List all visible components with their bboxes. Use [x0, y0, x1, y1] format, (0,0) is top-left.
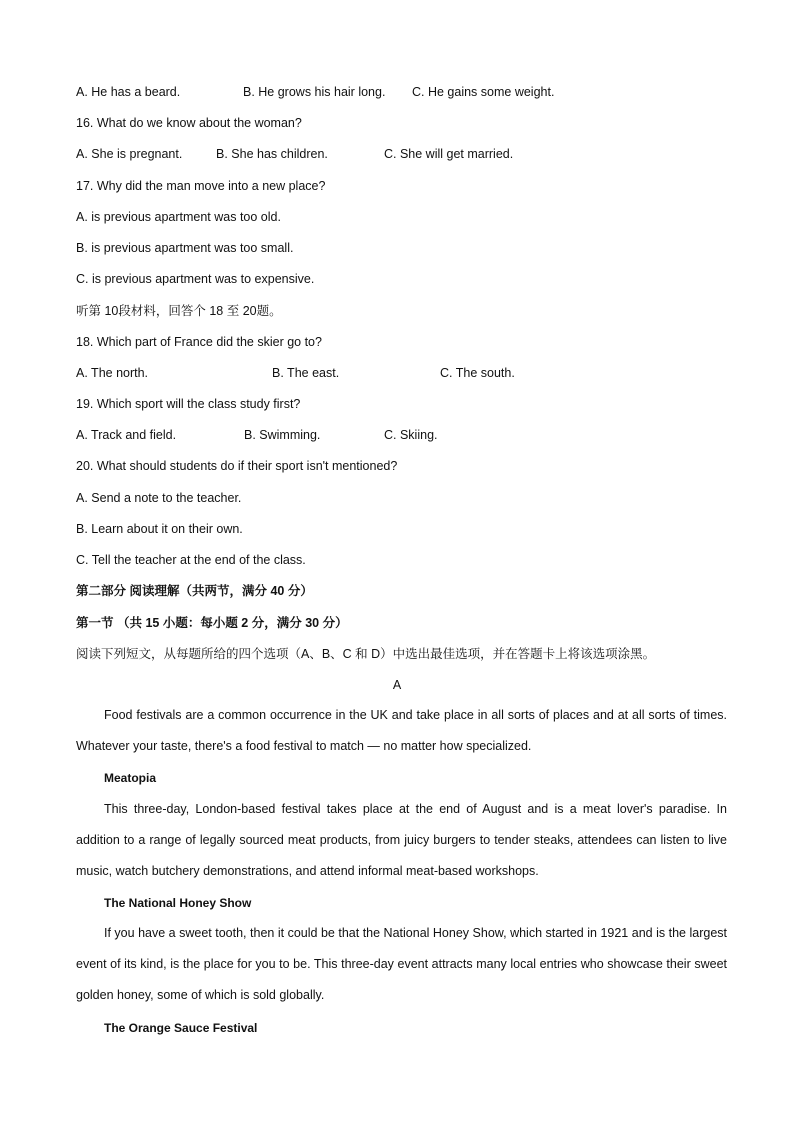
q20-option-c: C. Tell the teacher at the end of the class. [76, 553, 306, 567]
section1-heading: 第一节 （共 15 小题：每小题 2 分，满分 30 分） [76, 616, 348, 630]
q17-option-a: A. is previous apartment was too old. [76, 210, 281, 224]
q18-option-b: B. The east. [272, 366, 340, 380]
reading-instruction: 阅读下列短文，从每题所给的四个选项（A、B、C 和 D）中选出最佳选项，并在答题卡上将该选项涂黑。 [76, 647, 656, 661]
q15-option-a: A. He has a beard. [76, 85, 181, 99]
q20-option-b: B. Learn about it on their own. [76, 522, 243, 536]
q16-option-a: A. She is pregnant. [76, 147, 183, 161]
honey-show-text: If you have a sweet tooth, then it could be that the National Honey Show, which started in 1921 and is the largest event of its kind, is the place for you to be. This three-day event attracts many local entries who showcase their sweet golden honey, some of which is sold globally. [76, 926, 727, 1003]
honey-show-paragraph [76, 918, 727, 1012]
orange-sauce-title: The Orange Sauce Festival [104, 1021, 258, 1035]
q17-option-b: B. is previous apartment was too small. [76, 241, 294, 255]
intro-paragraph [76, 700, 727, 762]
q18-option-c: C. The south. [440, 366, 515, 380]
meatopia-paragraph [76, 794, 727, 888]
q15-option-b: B. He grows his hair long. [243, 85, 386, 99]
q16-question: 16. What do we know about the woman? [76, 116, 302, 130]
q19-option-a: A. Track and field. [76, 428, 177, 442]
meatopia-title: Meatopia [104, 771, 157, 785]
q15-option-c: C. He gains some weight. [412, 85, 555, 99]
q19-question: 19. Which sport will the class study first? [76, 397, 301, 411]
q18-question: 18. Which part of France did the skier go to? [76, 335, 322, 349]
q17-option-c: C. is previous apartment was to expensive. [76, 272, 315, 286]
part2-heading: 第二部分 阅读理解（共两节，满分 40 分） [76, 584, 313, 598]
passage-label: A [392, 678, 402, 692]
q19-option-b: B. Swimming. [244, 428, 321, 442]
meatopia-text: This three-day, London-based festival takes place at the end of August and is a meat lover's paradise. In addition to a range of legally sourced meat products, from juicy burgers to tender steaks, attendees can listen to live music, watch butchery demonstrations, and attend informal meat-based workshops. [76, 802, 727, 879]
listening-instruction: 听第 10段材料，回答个 18 至 20题。 [76, 304, 282, 318]
q19-option-c: C. Skiing. [384, 428, 438, 442]
q17-question: 17. Why did the man move into a new place? [76, 179, 326, 193]
honey-show-title: The National Honey Show [104, 896, 252, 910]
q20-question: 20. What should students do if their sport isn't mentioned? [76, 459, 398, 473]
q20-option-a: A. Send a note to the teacher. [76, 491, 242, 505]
q16-option-c: C. She will get married. [384, 147, 514, 161]
q16-option-b: B. She has children. [216, 147, 328, 161]
intro-paragraph-text: Food festivals are a common occurrence in the UK and take place in all sorts of places and at all sorts of times. Whatever your taste, there's a food festival to match — no matter how specialized. [76, 708, 727, 754]
q18-option-a: A. The north. [76, 366, 149, 380]
